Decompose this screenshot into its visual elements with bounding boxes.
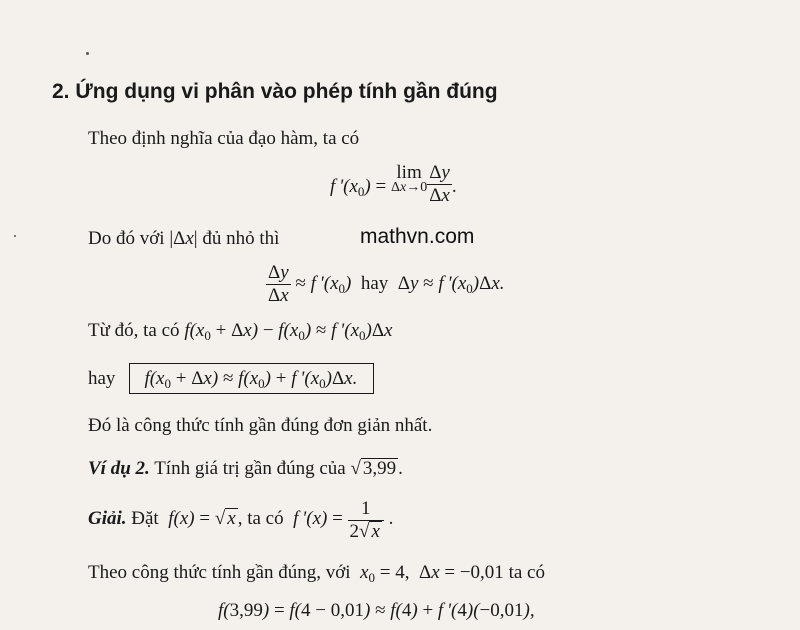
hay-word: hay — [360, 272, 389, 294]
derivative-sqrt-fraction: $\frac{1}{2√ x}$ — [348, 498, 384, 543]
speck-mark — [86, 52, 89, 55]
difference-formula: $f(x_0 + \Delta x) - f(x_0) \approx f$ '$(x_0)\Delta x$ — [184, 320, 393, 343]
so-when-suffix: đủ nhỏ thì — [202, 228, 280, 249]
final-computation: f(3,99) = f(4 − 0,01) ≈ f(4) + f '(4)(−0,01), — [218, 600, 535, 621]
from-that-label: Từ đó, ta có — [88, 320, 180, 341]
simplest-formula-text: Đó là công thức tính gần đúng đơn giản nhất. — [88, 415, 433, 436]
approx-formula: $\frac{\Delta y}{\Delta x}$ ≈ f '$(x_0)$ hay Δy ≈ f '$(x_0)\Delta x$. — [268, 262, 505, 306]
watermark: mathvn.com — [360, 225, 475, 248]
sqrt-399: √ 3,99 . — [350, 458, 403, 479]
speck-mark — [14, 235, 16, 237]
small-dx-line — [88, 228, 279, 250]
derivative-limit-formula: f '$(x_0) = \lim$ Δx→0 $\frac{\Delta y}{\Delta x}$ . — [330, 162, 457, 206]
so-when-prefix: Do đó với — [88, 228, 165, 249]
solution-set: Đặt — [131, 508, 159, 529]
example-label: Ví dụ 2. — [88, 458, 150, 479]
definition-intro: Theo định nghĩa của đạo hàm, ta có — [88, 128, 360, 149]
solution-label: Giải. — [88, 508, 127, 529]
ta-co: ta có — [508, 562, 545, 583]
hay-prefix: hay — [88, 368, 116, 389]
from-that-line — [88, 320, 392, 344]
solution-line: Giải. Đặt f(x) = √ x , ta có f '(x) = $\frac{1}{2√ x}$ . — [88, 498, 394, 542]
by-formula-text: Theo công thức tính gần đúng, với — [88, 562, 351, 583]
solution-have: , ta có — [237, 508, 284, 529]
boxed-formula: $f(x_0 + \Delta x) \approx f(x_0) + f$ '$(x_0)\Delta x$. — [129, 363, 374, 394]
example-line — [88, 458, 403, 480]
by-formula-line: Theo công thức tính gần đúng, với $x_0 = 4$, Δx = −0,01 ta có — [88, 562, 545, 585]
boxed-formula-line — [88, 368, 374, 392]
abs-delta-x: |Δx| — [169, 228, 198, 249]
section-heading: 2. Ứng dụng vi phân vào phép tính gần đúng — [52, 80, 498, 103]
example-text: Tính giá trị gần đúng của — [154, 458, 346, 479]
